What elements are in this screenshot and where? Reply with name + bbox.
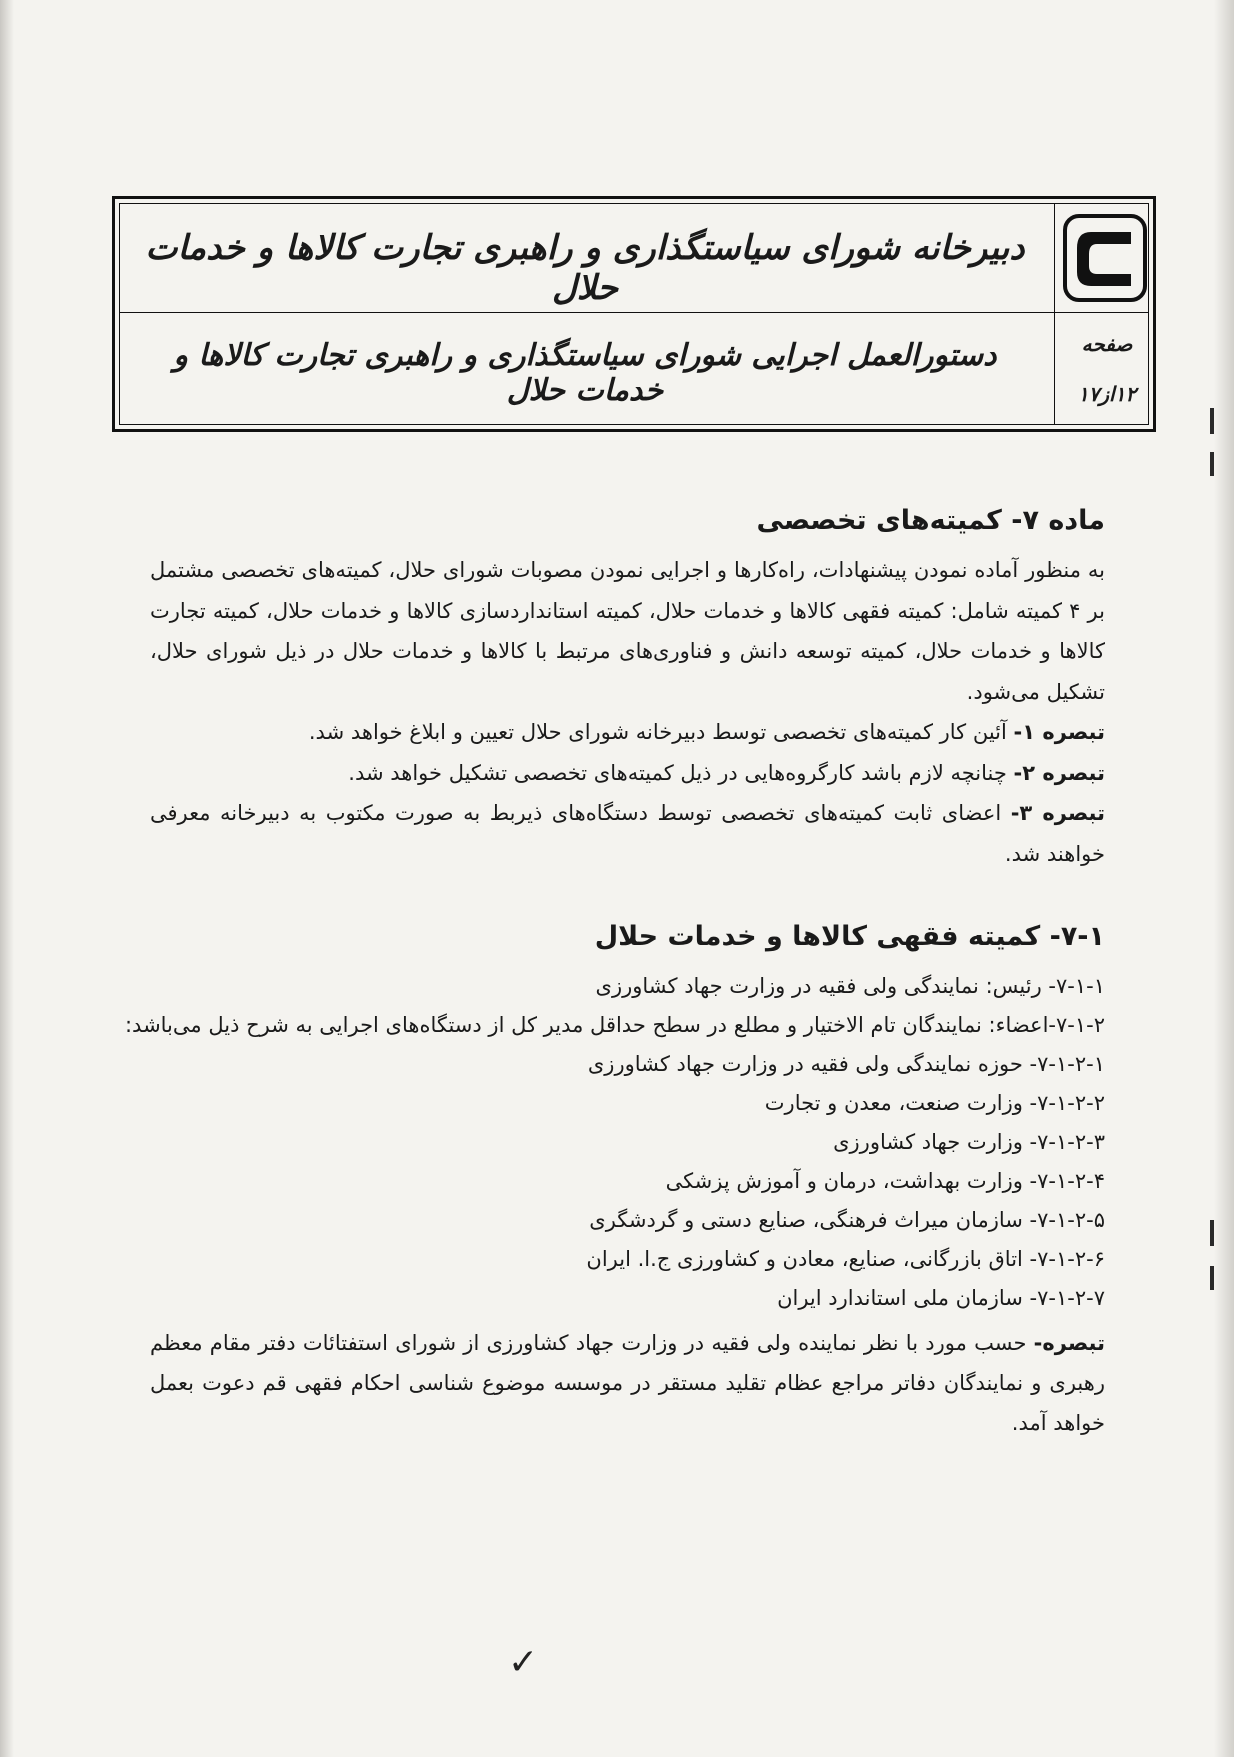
list-item: ۷-۱-۲-۱- حوزه نمایندگی ولی فقیه در وزارت جهاد کشاورزی: [587, 1052, 1105, 1076]
margin-mark: [1210, 452, 1214, 476]
note-label: تبصره ۱-: [1013, 720, 1105, 744]
list-item: ۷-۱-۲-۴- وزارت بهداشت، درمان و آموزش پزشکی: [665, 1169, 1105, 1193]
list-item: ۷-۱-۲-اعضاء: نمایندگان تام الاختیار و مطلع در سطح حداقل مدیر کل از دستگاه‌های اجرایی به شرح ذیل می‌باشد:: [124, 1013, 1105, 1037]
page-label: صفحه: [1081, 332, 1133, 356]
final-note: [150, 1323, 1105, 1443]
institution-logo-icon: [1061, 212, 1149, 304]
note-label: تبصره ۳-: [1010, 801, 1105, 825]
note-label: تبصره ۲-: [1013, 760, 1105, 785]
scan-edge-right: [1214, 0, 1234, 1757]
letterhead-divider-horizontal: [120, 312, 1148, 313]
letterhead-frame: [119, 203, 1149, 425]
letterhead-divider-vertical: [1054, 204, 1055, 424]
letterhead-title: دبیرخانه شورای سیاستگذاری و راهبری تجارت کالاها و خدمات حلال: [145, 228, 1025, 308]
margin-mark: [1210, 1220, 1214, 1246]
note-text: چنانچه لازم باشد کارگروه‌هایی در ذیل کمیته‌های تخصصی تشکیل خواهد شد.: [348, 760, 1014, 785]
section-heading: ۷-۱- کمیته فقهی کالاها و خدمات حلال: [594, 921, 1105, 952]
note-text: آئین کار کمیته‌های تخصصی توسط دبیرخانه شورای حلال تعیین و ابلاغ خواهد شد.: [308, 720, 1014, 744]
section-list: [124, 967, 1105, 1318]
list-item: ۷-۱-۲-۵- سازمان میراث فرهنگی، صنایع دستی و گردشگری: [589, 1208, 1105, 1232]
margin-mark: [1210, 1266, 1214, 1290]
article-heading: ماده ۷- کمیته‌های تخصصی: [756, 505, 1105, 536]
letterhead-subtitle: دستورالعمل اجرایی شورای سیاستگذاری و راهبری تجارت کالاها و خدمات حلال: [173, 338, 997, 408]
page-number: ۱۲از۱۷: [1077, 382, 1137, 406]
list-item: ۷-۱-۲-۳- وزارت جهاد کشاورزی: [833, 1130, 1105, 1154]
note-text: حسب مورد با نظر نماینده ولی فقیه در وزارت جهاد کشاورزی از شورای استفتائات دفتر مقام معظم رهبری و نمایندگان دفاتر مراجع عظام تقلید مستقر در موسسه موضوع شناسی احکام فقهی قم دعوت بعمل خواهد آمد.: [150, 1331, 1105, 1435]
margin-mark: [1210, 408, 1214, 434]
note-text: اعضای ثابت کمیته‌های تخصصی توسط دستگاه‌های ذیربط به صورت مکتوب به دبیرخانه معرفی خواهند شد.: [150, 801, 1105, 866]
note-2: [150, 753, 1105, 794]
list-item: ۷-۱-۲-۷- سازمان ملی استاندارد ایران: [777, 1286, 1105, 1310]
article-paragraph: به منظور آماده نمودن پیشنهادات، راه‌کارها و اجرایی نمودن مصوبات شورای حلال، کمیته‌های تخصصی مشتمل بر ۴ کمیته شامل: کمیته فقهی کالاها و خدمات حلال، کمیته استانداردسازی کالاها و خدمات حلال، کمیته تجارت کالاها و خدمات حلال، کمیته توسعه دانش و فناوری‌های مرتبط با کالاها و خدمات حلال در ذیل شورای حلال، تشکیل می‌شود.: [150, 558, 1105, 704]
scan-edge-left: [0, 0, 14, 1757]
list-item: ۷-۱-۲-۲- وزارت صنعت، معدن و تجارت: [764, 1091, 1105, 1115]
note-label: تبصره-: [1033, 1331, 1105, 1355]
note-3: [150, 793, 1105, 874]
check-mark-icon: ✓: [508, 1642, 539, 1683]
list-item: ۷-۱-۲-۶- اتاق بازرگانی، صنایع، معادن و کشاورزی ج.ا. ایران: [586, 1247, 1105, 1271]
note-1: [150, 712, 1105, 753]
list-item: ۷-۱-۱- رئیس: نمایندگی ولی فقیه در وزارت جهاد کشاورزی: [595, 974, 1105, 998]
article-body: [150, 550, 1105, 874]
letterhead: [112, 196, 1156, 432]
